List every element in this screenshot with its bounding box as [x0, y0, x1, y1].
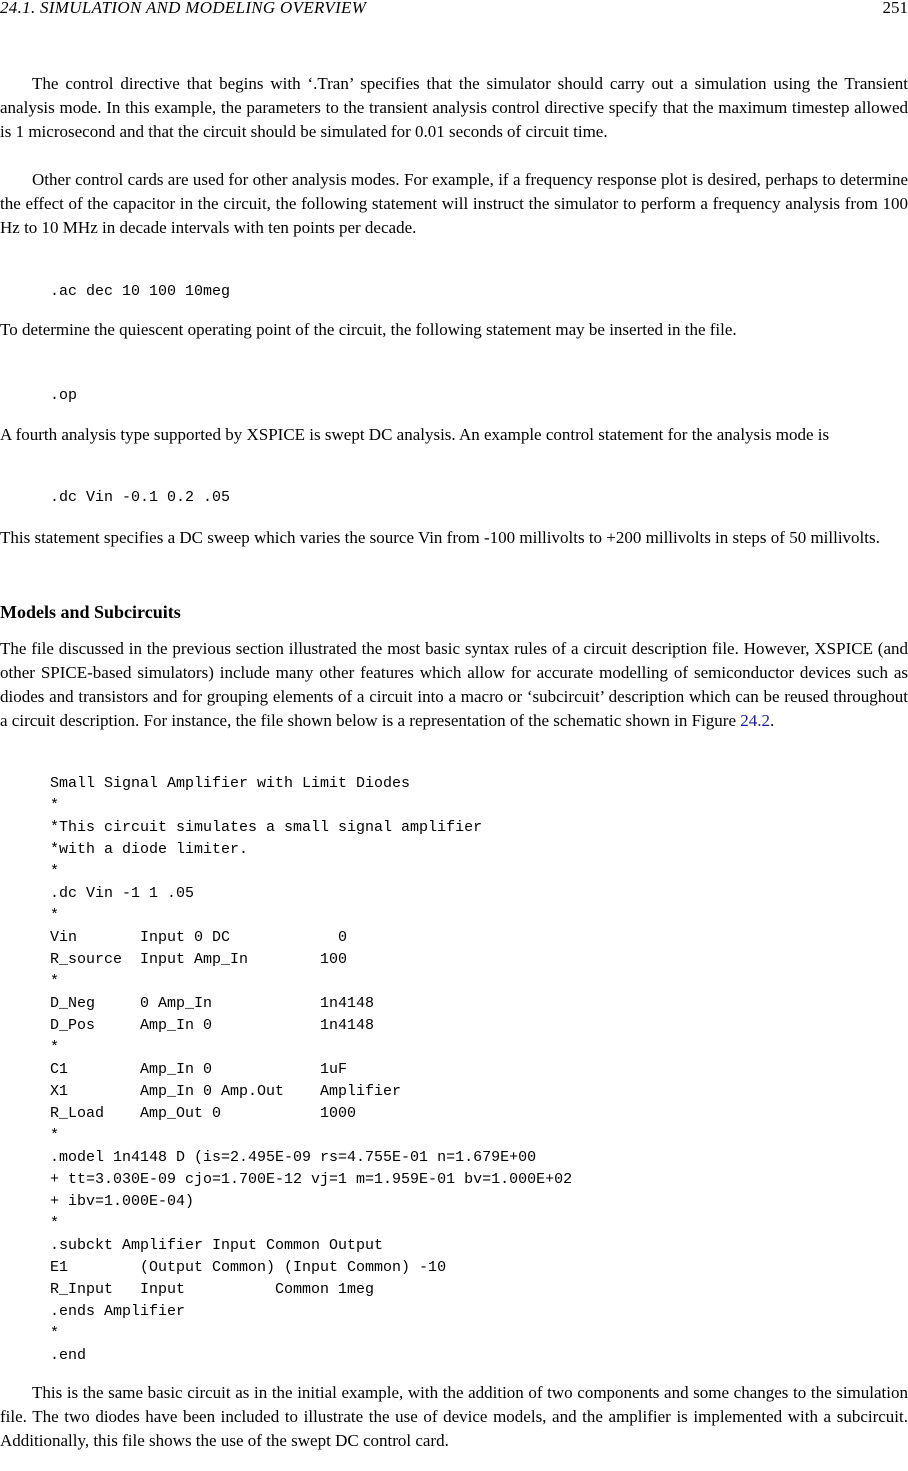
paragraph-tran-directive: The control directive that begins with ‘.Tran’ specifies that the simulator should carry out a simulation using the Transient analysis mode. In this example, the parameters to the transient analysis control directive specify that the maximum timestep allowed is 1 microsecond and that the circuit should be simulated for 0.01 seconds of circuit time. — [0, 74, 908, 141]
listing-line: R_Load Amp_Out 0 1000 — [50, 1105, 357, 1122]
listing-line: + tt=3.030E-09 cjo=1.700E-12 vj=1 m=1.959E-01 bv=1.000E+02 — [50, 1171, 573, 1188]
paragraph-operating-point: To determine the quiescent operating point of the circuit, the following statement may be inserted in the file. — [0, 320, 737, 339]
code-op-statement: .op — [50, 387, 78, 404]
listing-line: C1 Amp_In 0 1uF — [50, 1061, 348, 1078]
figure-reference-link[interactable]: 24.2 — [740, 711, 770, 730]
listing-line: + ibv=1.000E-04) — [50, 1193, 195, 1210]
listing-line: * — [50, 907, 60, 924]
listing-line: D_Pos Amp_In 0 1n4148 — [50, 1017, 375, 1034]
listing-line: .dc Vin -1 1 .05 — [50, 885, 195, 902]
paragraph-models-subcircuits — [0, 637, 908, 733]
listing-line: * — [50, 1127, 60, 1144]
listing-line: X1 Amp_In 0 Amp.Out Amplifier — [50, 1083, 402, 1100]
section-heading: Models and Subcircuits — [0, 602, 181, 622]
listing-line: * — [50, 973, 60, 990]
listing-line: * — [50, 797, 60, 814]
listing-line: .model 1n4148 D (is=2.495E-09 rs=4.755E-01 n=1.679E+00 — [50, 1149, 537, 1166]
listing-line: * — [50, 1039, 60, 1056]
header-section-title: 24.1. SIMULATION AND MODELING OVERVIEW — [0, 0, 367, 17]
code-ac-statement: .ac dec 10 100 10meg — [50, 283, 231, 300]
paragraph-models-text: The file discussed in the previous section illustrated the most basic syntax rules of a circuit description file. However, XSPICE (and other SPICE-based simulators) include many other features which allow for accurate modelling of semiconductor devices such as diodes and transistors and for grouping elements of a circuit into a macro or ‘subcircuit’ description which can be reused throughout a circuit description. For instance, the file shown below is a representation of the schematic shown in Figure — [0, 639, 908, 730]
listing-line: R_source Input Amp_In 100 — [50, 951, 348, 968]
paragraph-models-end: . — [770, 711, 775, 730]
paragraph-other-control-cards: Other control cards are used for other analysis modes. For example, if a frequency response plot is desired, perhaps to determine the effect of the capacitor in the circuit, the following statement will instruct the simulator to perform a frequency analysis from 100 Hz to 10 MHz in decade intervals with ten points per decade. — [0, 170, 908, 237]
listing-line: * — [50, 863, 60, 880]
circuit-listing — [50, 773, 572, 1367]
listing-line: *with a diode limiter. — [50, 841, 249, 858]
paragraph-closing: This is the same basic circuit as in the initial example, with the addition of two components and some changes to the simulation file. The two diodes have been included to illustrate the use of device models, and the amplifier is implemented with a subcircuit. Additionally, this file shows the use of the swept DC control card. — [0, 1383, 908, 1450]
running-header — [0, 0, 908, 20]
listing-line: .ends Amplifier — [50, 1303, 186, 1320]
listing-line: * — [50, 1325, 60, 1342]
header-page-number: 251 — [882, 0, 908, 17]
listing-line: D_Neg 0 Amp_In 1n4148 — [50, 995, 375, 1012]
listing-line: .subckt Amplifier Input Common Output — [50, 1237, 384, 1254]
listing-line: * — [50, 1215, 60, 1232]
listing-line: R_Input Input Common 1meg — [50, 1281, 375, 1298]
listing-line: *This circuit simulates a small signal amplifier — [50, 819, 483, 836]
code-dc-statement: .dc Vin -0.1 0.2 .05 — [50, 489, 231, 506]
listing-line: Small Signal Amplifier with Limit Diodes — [50, 775, 411, 792]
listing-line: .end — [50, 1347, 87, 1364]
paragraph-dc-sweep-description: This statement specifies a DC sweep which varies the source Vin from -100 millivolts to +200 millivolts in steps of 50 millivolts. — [0, 528, 880, 547]
paragraph-swept-dc: A fourth analysis type supported by XSPICE is swept DC analysis. An example control statement for the analysis mode is — [0, 425, 830, 444]
listing-line: Vin Input 0 DC 0 — [50, 929, 348, 946]
listing-line: E1 (Output Common) (Input Common) -10 — [50, 1259, 447, 1276]
